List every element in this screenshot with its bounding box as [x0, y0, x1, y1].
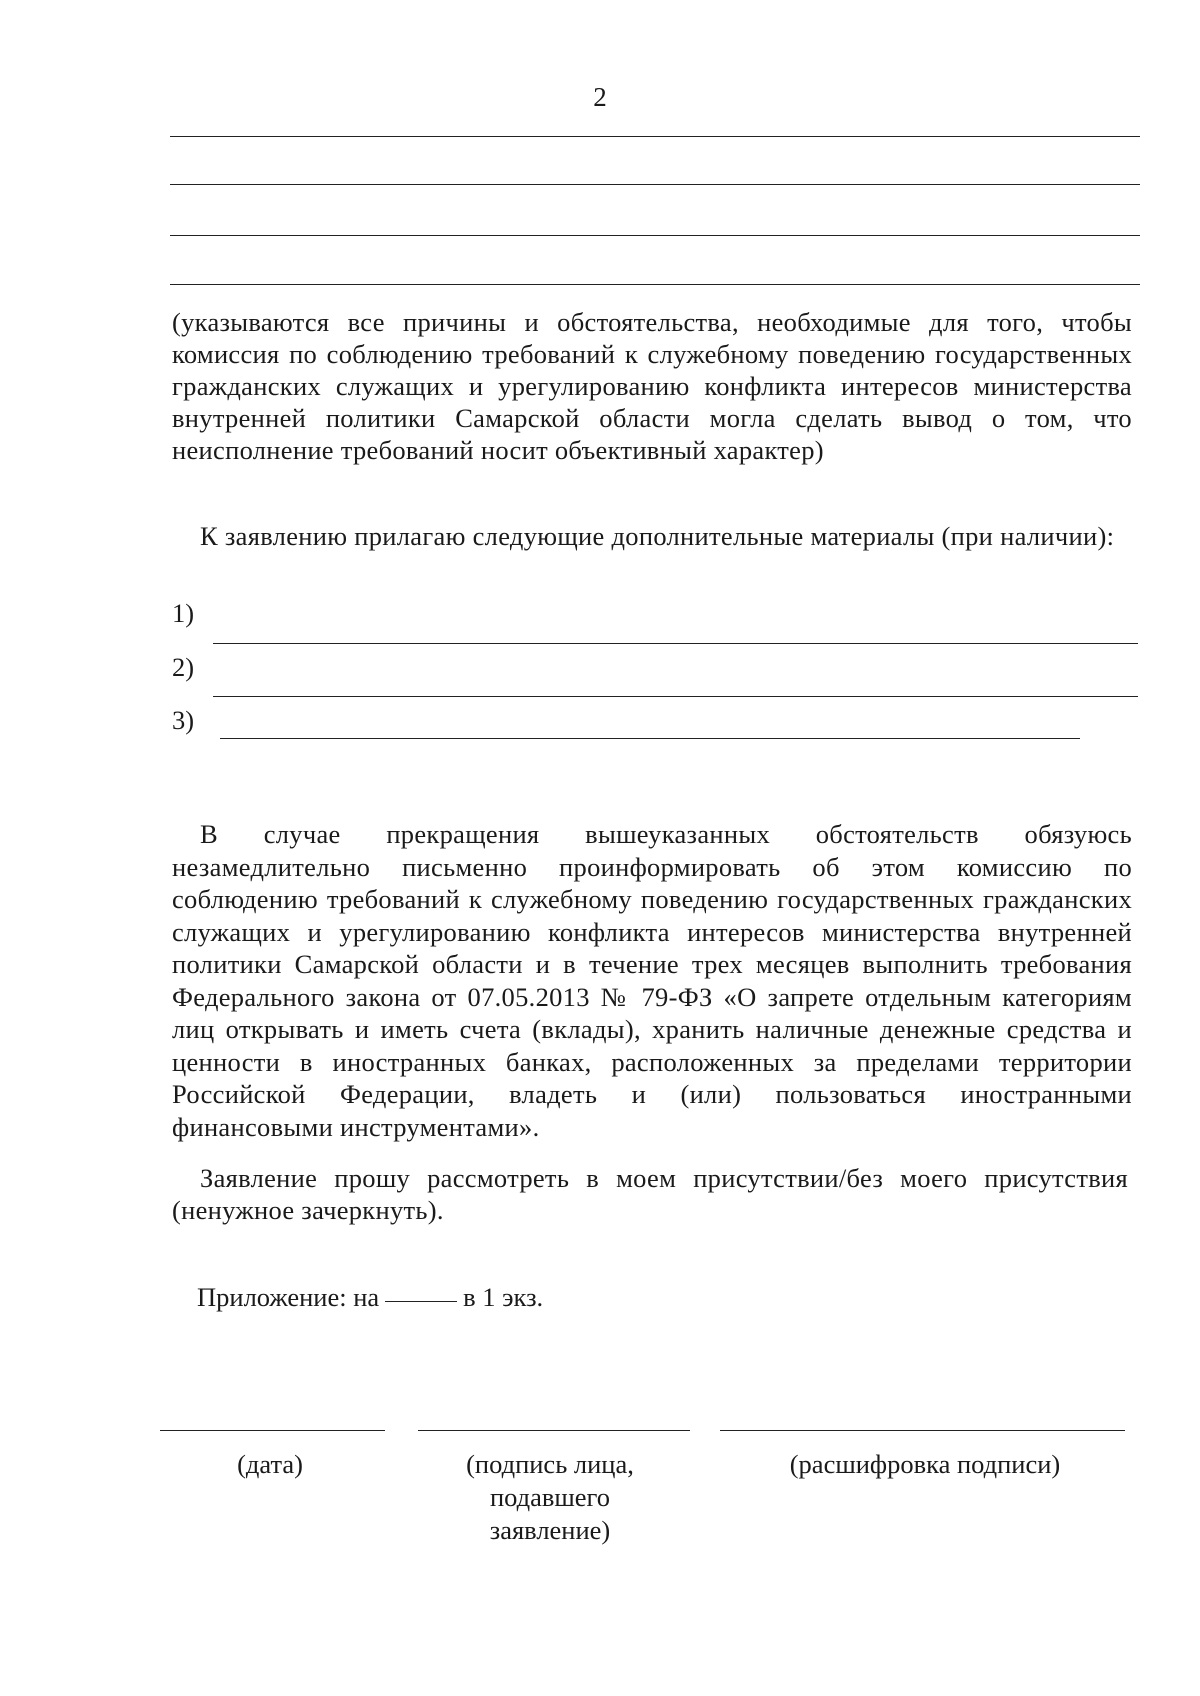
page-number: 2: [593, 82, 607, 112]
attachment-item-2-number: 2): [172, 652, 195, 682]
reasons-note: (указываются все причины и обстоятельства, необходимые для того, чтобы комиссия по соблюдению требований к служебному поведению государственных гражданских служащих и урегулированию конфликта интересов министерства внутренней политики Самарской области могла сделать вывод о том, что неисполнение требований носит объективный характер): [172, 307, 1132, 465]
reasons-blank-line-4: [170, 284, 1140, 285]
appendix-line: [197, 1282, 543, 1313]
reasons-blank-line-2: [170, 184, 1140, 185]
attachment-item-2-line: [213, 696, 1138, 697]
attachment-item-3-line: [220, 738, 1080, 739]
date-caption: (дата): [237, 1449, 303, 1479]
decoding-caption: (расшифровка подписи): [789, 1449, 1061, 1479]
obligation-paragraph: В случае прекращения вышеуказанных обстоятельств обязуюсь незамедлительно письменно проинформировать об этом комиссию по соблюдению требований к служебному поведению государственных гражданских служащих и урегулированию конфликта интересов министерства внутренней политики Самарской области и в течение трех месяцев выполнить требования Федерального закона от 07.05.2013 № 79-ФЗ «О запрете отдельным категориям лиц открывать и иметь счета (вклады), хранить наличные денежные средства и ценности в иностранных банках, расположенных за пределами территории Российской Федерации, владеть и (или) пользоваться иностранными финансовыми инструментами».: [172, 819, 1132, 1142]
attachments-intro: К заявлению прилагаю следующие дополнительные материалы (при наличии):: [200, 521, 1115, 551]
person-signature-line: [418, 1430, 690, 1431]
presence-request: Заявление прошу рассмотреть в моем присутствии/без моего присутствия (ненужное зачеркнуть).: [172, 1163, 1128, 1225]
decoding-signature-line: [720, 1430, 1125, 1431]
attachment-item-1-line: [213, 643, 1138, 644]
date-signature-line: [160, 1430, 385, 1431]
appendix-prefix: Приложение: на: [197, 1282, 380, 1312]
reasons-blank-line-3: [170, 235, 1140, 236]
appendix-count-blank: [385, 1301, 457, 1302]
appendix-suffix: в 1 экз.: [463, 1282, 544, 1312]
attachment-item-1-number: 1): [172, 598, 195, 628]
signature-caption: (подпись лица, подавшего заявление): [466, 1449, 634, 1545]
reasons-blank-line-1: [170, 136, 1140, 137]
attachment-item-3-number: 3): [172, 705, 195, 735]
